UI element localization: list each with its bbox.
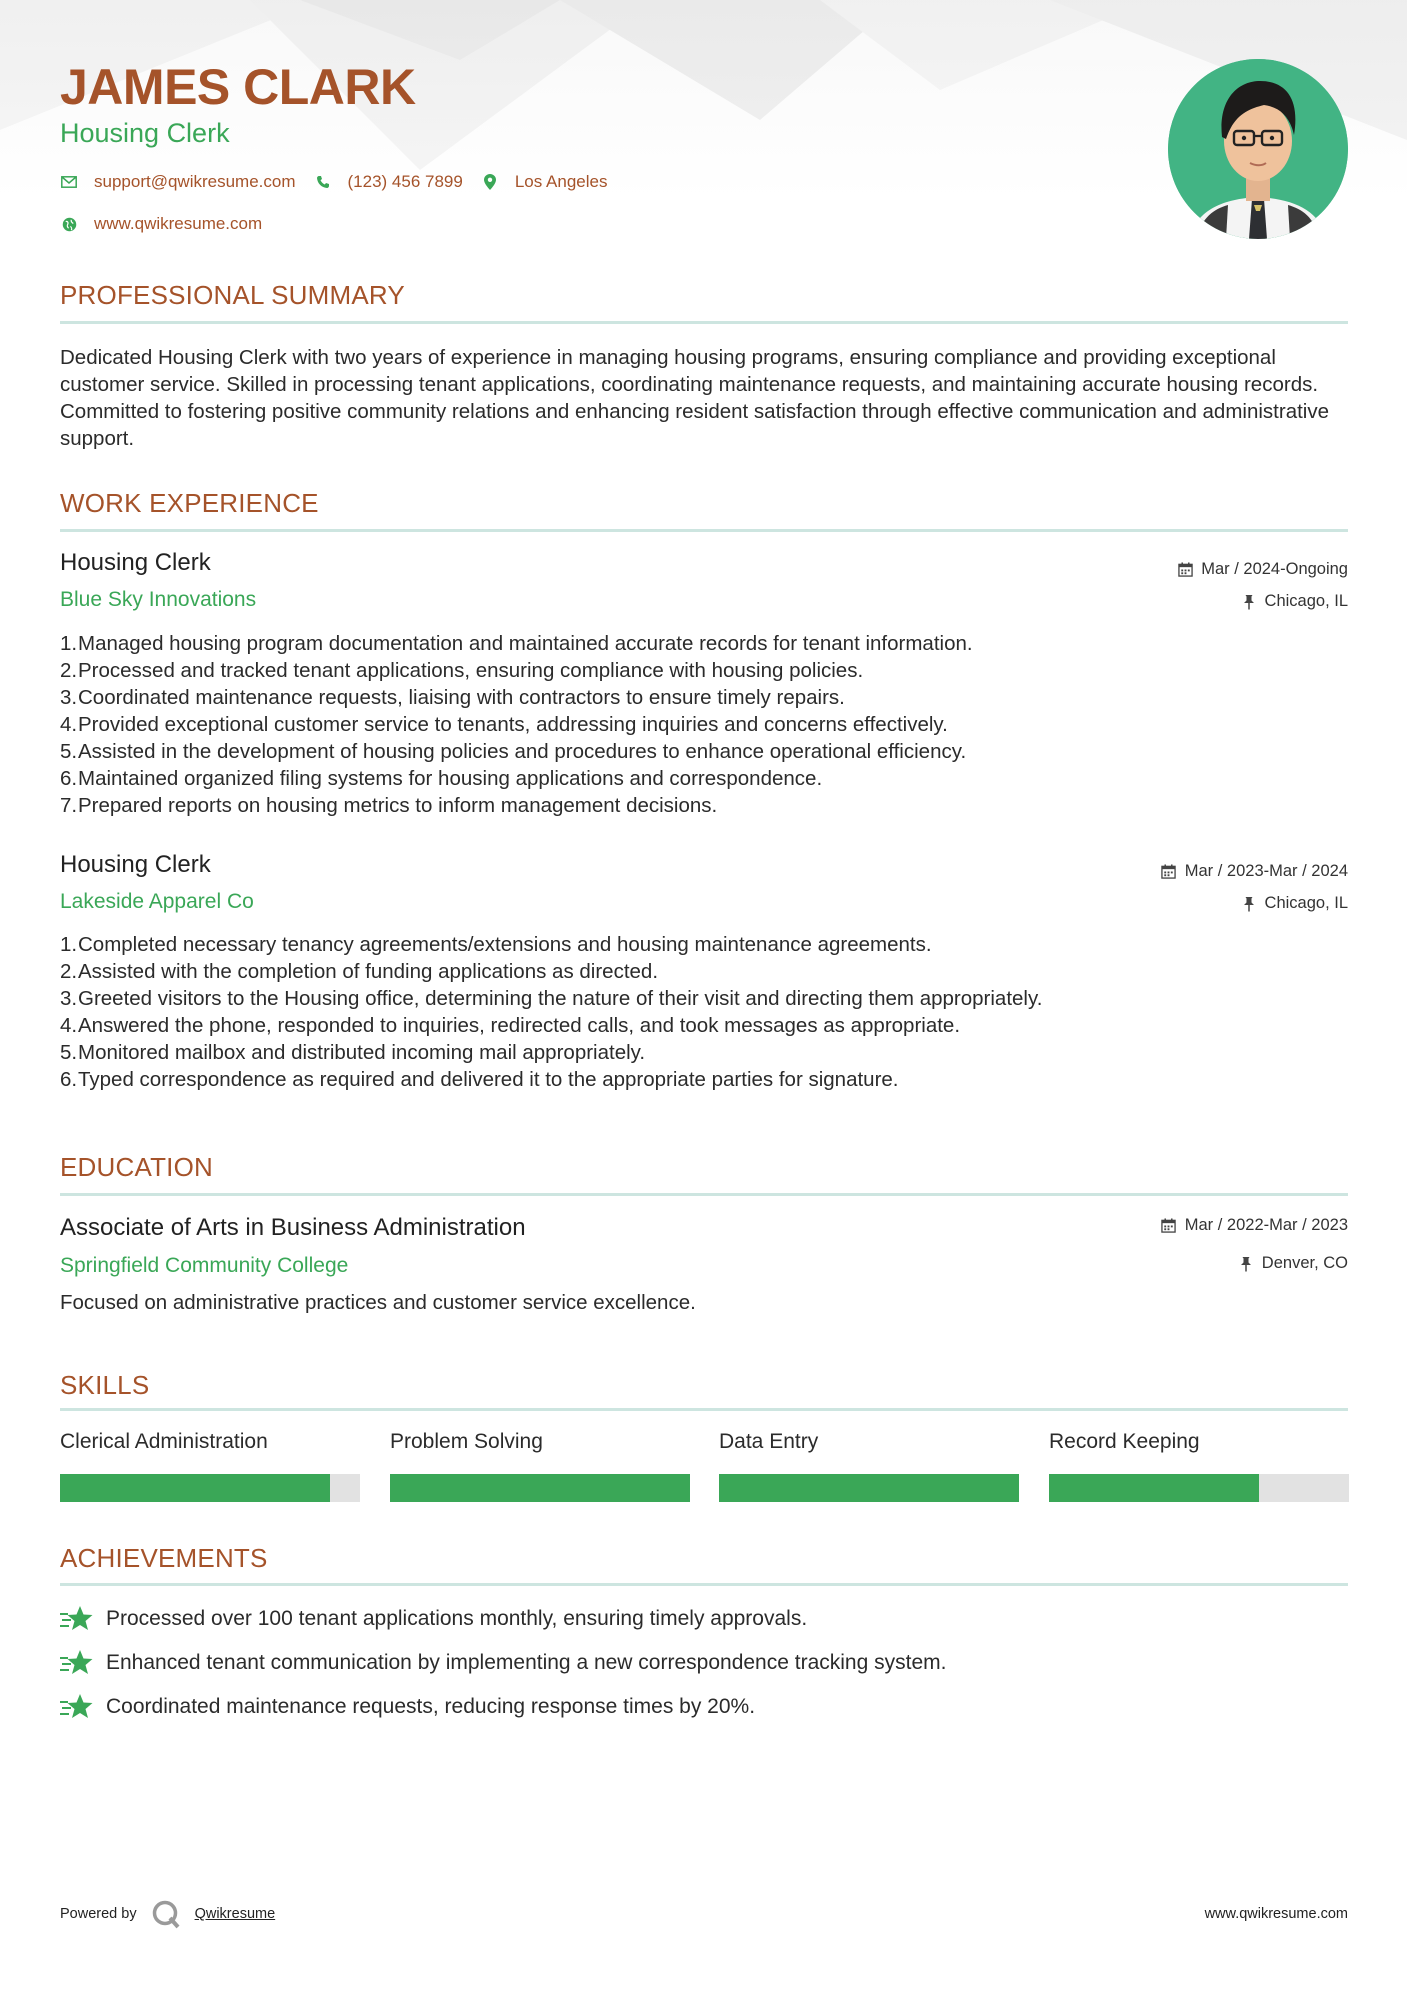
calendar-icon xyxy=(1161,1218,1177,1234)
section-divider xyxy=(60,1583,1348,1586)
school-name: Springfield Community College xyxy=(60,1254,349,1277)
skill-label: Record Keeping xyxy=(1049,1430,1200,1453)
list-item: 2. Assisted with the completion of funding applications as directed. xyxy=(60,960,659,983)
skill-item xyxy=(60,1430,360,1502)
job-company: Blue Sky Innovations xyxy=(60,588,257,611)
skill-bar xyxy=(719,1474,1019,1502)
contact-email[interactable]: support@qwikresume.com xyxy=(94,172,296,191)
job-location-text: Chicago, IL xyxy=(1264,592,1348,610)
qwikresume-link[interactable]: Qwikresume xyxy=(194,1906,276,1922)
footer-website[interactable]: www.qwikresume.com xyxy=(1204,1906,1348,1922)
skill-label: Problem Solving xyxy=(390,1430,543,1453)
profile-photo xyxy=(1168,59,1348,239)
skill-label: Data Entry xyxy=(719,1430,819,1453)
contact-location: Los Angeles xyxy=(514,172,608,191)
education-description: Focused on administrative practices and customer service excellence. xyxy=(60,1291,696,1314)
skill-bar xyxy=(1049,1474,1349,1502)
candidate-title: Housing Clerk xyxy=(60,118,230,148)
achievement-text: Processed over 100 tenant applications monthly, ensuring timely approvals. xyxy=(106,1607,808,1630)
achievement-item xyxy=(60,1648,946,1678)
calendar-icon xyxy=(1161,864,1177,880)
list-item: 4. Provided exceptional customer service to tenants, addressing inquiries and concerns effectively. xyxy=(60,713,948,736)
job-dates-text: Mar / 2023-Mar / 2024 xyxy=(1184,862,1348,880)
star-icon xyxy=(60,1648,94,1678)
degree-title: Associate of Arts in Business Administration xyxy=(60,1214,526,1241)
skill-item xyxy=(1049,1430,1349,1502)
list-item: 1. Managed housing program documentation and maintained accurate records for tenant information. xyxy=(60,632,973,655)
section-divider xyxy=(60,321,1348,324)
globe-icon xyxy=(60,215,78,233)
footer-powered-by xyxy=(60,1899,275,1929)
skill-item xyxy=(719,1430,1019,1502)
section-divider xyxy=(60,1193,1348,1196)
job-dates-text: Mar / 2024-Ongoing xyxy=(1201,560,1348,578)
skill-bar xyxy=(390,1474,690,1502)
education-dates-text: Mar / 2022-Mar / 2023 xyxy=(1184,1216,1348,1234)
powered-by-label: Powered by xyxy=(60,1906,137,1922)
job-title: Housing Clerk xyxy=(60,851,211,878)
contact-row xyxy=(60,172,625,192)
skill-bar-fill xyxy=(390,1474,690,1502)
contact-row-website xyxy=(60,214,280,234)
job-location xyxy=(1241,894,1348,913)
list-item: 6. Typed correspondence as required and delivered it to the appropriate parties for signature. xyxy=(60,1068,899,1091)
achievement-item xyxy=(60,1604,807,1634)
skill-bar-fill xyxy=(1049,1474,1259,1502)
section-divider xyxy=(60,1408,1348,1411)
section-title-skills: SKILLS xyxy=(60,1370,150,1400)
job-bullet-list xyxy=(60,630,1348,819)
section-title-summary: PROFESSIONAL SUMMARY xyxy=(60,280,405,310)
calendar-icon xyxy=(1177,562,1193,578)
section-title-experience: WORK EXPERIENCE xyxy=(60,488,319,518)
pushpin-icon xyxy=(1241,896,1257,912)
skill-bar-fill xyxy=(60,1474,330,1502)
achievement-text: Coordinated maintenance requests, reducing response times by 20%. xyxy=(106,1695,756,1718)
star-icon xyxy=(60,1692,94,1722)
list-item: 5. Assisted in the development of housing policies and procedures to enhance operational efficiency. xyxy=(60,740,967,763)
skill-bar xyxy=(60,1474,360,1502)
contact-website[interactable]: www.qwikresume.com xyxy=(94,214,263,233)
envelope-icon xyxy=(60,173,78,191)
achievement-item xyxy=(60,1692,755,1722)
job-bullet-list xyxy=(60,931,1348,1093)
pushpin-icon xyxy=(1238,1256,1254,1272)
map-pin-icon xyxy=(481,173,499,191)
list-item: 3. Greeted visitors to the Housing office, determining the nature of their visit and directing them appropriately. xyxy=(60,987,1043,1010)
job-company: Lakeside Apparel Co xyxy=(60,890,254,913)
achievement-text: Enhanced tenant communication by implementing a new correspondence tracking system. xyxy=(106,1651,947,1674)
education-location-text: Denver, CO xyxy=(1261,1254,1348,1272)
job-dates xyxy=(1177,560,1348,579)
star-icon xyxy=(60,1604,94,1634)
summary-text: Dedicated Housing Clerk with two years of experience in managing housing programs, ensuring compliance and providing exceptional customer service. Skilled in processing tenant applications, coordinating maintenance requests, and maintaining accurate housing records. Committed to fostering positive community relations and enhancing resident satisfaction through effective communication and administrative support. xyxy=(60,346,1329,450)
resume-page xyxy=(60,0,1348,1990)
list-item: 1. Completed necessary tenancy agreements/extensions and housing maintenance agreements. xyxy=(60,933,932,956)
section-title-achievements: ACHIEVEMENTS xyxy=(60,1543,268,1573)
education-location xyxy=(1238,1254,1348,1273)
skill-item xyxy=(390,1430,690,1502)
phone-icon xyxy=(314,173,332,191)
section-divider xyxy=(60,529,1348,532)
job-location xyxy=(1241,592,1348,611)
job-location-text: Chicago, IL xyxy=(1264,894,1348,912)
candidate-name: JAMES CLARK xyxy=(60,59,416,115)
skill-label: Clerical Administration xyxy=(60,1430,268,1453)
list-item: 4. Answered the phone, responded to inquiries, redirected calls, and took messages as appropriate. xyxy=(60,1014,961,1037)
list-item: 5. Monitored mailbox and distributed incoming mail appropriately. xyxy=(60,1041,646,1064)
qwikresume-logo-icon xyxy=(151,1899,181,1929)
education-dates xyxy=(1161,1216,1348,1235)
list-item: 7. Prepared reports on housing metrics to inform management decisions. xyxy=(60,794,718,817)
section-title-education: EDUCATION xyxy=(60,1152,213,1182)
contact-phone: (123) 456 7899 xyxy=(347,172,463,191)
job-title: Housing Clerk xyxy=(60,549,211,576)
list-item: 2. Processed and tracked tenant applications, ensuring compliance with housing policies. xyxy=(60,659,864,682)
pushpin-icon xyxy=(1241,594,1257,610)
list-item: 6. Maintained organized filing systems for housing applications and correspondence. xyxy=(60,767,823,790)
skill-bar-fill xyxy=(719,1474,1019,1502)
job-dates xyxy=(1161,862,1348,881)
list-item: 3. Coordinated maintenance requests, liaising with contractors to ensure timely repairs. xyxy=(60,686,845,709)
